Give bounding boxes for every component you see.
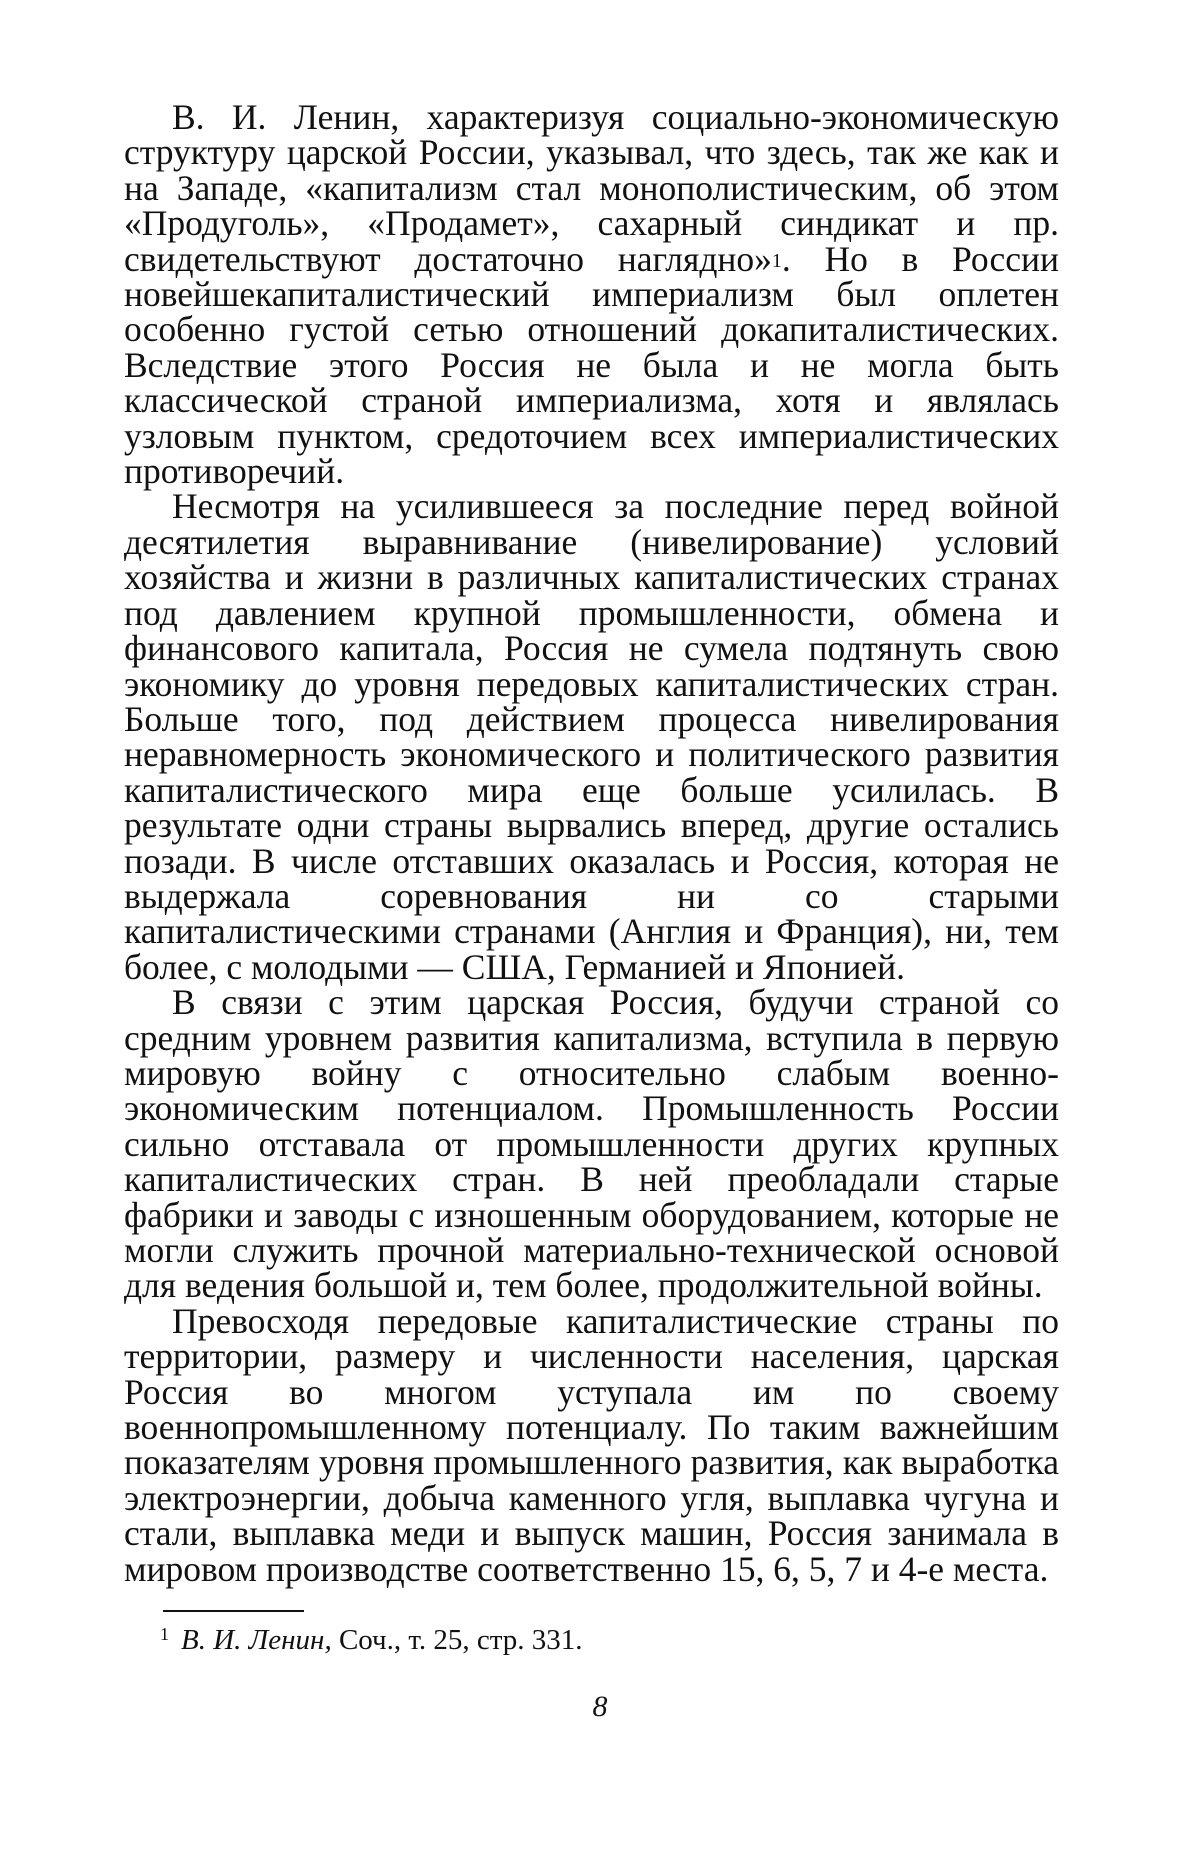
main-text xyxy=(124,97,1059,1589)
paragraph-3: В связи с этим царская Россия, будучи страной со средним уровнем развития капитализма, вступила в первую мировую войну с относительно слабым военно-экономическим потенциалом. Промышленность России сильно отставала от промышленности других крупных капиталистических стран. В ней преобладали старые фабрики и заводы с изношенным оборудованием, которые не могли служить прочной материально-технической основой для ведения большой и, тем более, продолжительной войны. xyxy=(124,982,1059,1306)
page-number: 8 xyxy=(592,1690,608,1723)
footnote-reference-mark: 1 xyxy=(771,249,782,272)
paragraph-1-text-a: В. И. Ленин, характеризуя социально-экономическую структуру царской России, указывал, что здесь, так же как и на Западе, «капитализм стал монополистическим, об этом «Продуголь», «Продамет», сахарный синдикат и пр. свидетельствуют достаточно наглядно» xyxy=(124,97,1059,279)
paragraph-1-text-b: . Но в России новейшекапиталистический империализм был оплетен особенно густой сетью отношений докапиталистических. Вследствие этого Россия не была и не могла быть классической страной империализма, хотя и являлась узловым пунктом, средоточием всех империалистических противоречий. xyxy=(124,238,1059,492)
footnote-reference: Соч., т. 25, стр. 331. xyxy=(338,1624,583,1656)
footnote-mark: 1 xyxy=(160,1624,169,1644)
paragraph-2: Несмотря на усилившееся за последние перед войной десятилетия выравнивание (нивелирование) условий хозяйства и жизни в различных капиталистических странах под давлением крупной промышленности, обмена и финансового капитала, Россия не сумела подтянуть свою экономику до уровня передовых капиталистических стран. Больше того, под действием процесса нивелирования неравномерность экономического и политического развития капиталистического мира еще больше усилилась. В результате одни страны вырвались вперед, другие остались позади. В числе отставших оказалась и Россия, которая не выдержала соревнования ни со старыми капиталистическими странами (Англия и Франция), ни, тем более, с молодыми — США, Германией и Японией. xyxy=(124,486,1059,987)
paragraph-4: Превосходя передовые капиталистические страны по территории, размеру и численности населения, царская Россия во многом уступала им по своему военнопромышленному потенциалу. По таким важнейшим показателям уровня промышленного развития, как выработка электроэнергии, добыча каменного угля, выплавка чугуна и стали, выплавка меди и выпуск машин, Россия занимала в мировом производстве соответственно 15, 6, 5, 7 и 4-е места. xyxy=(124,1300,1059,1589)
footnote-author: В. И. Ленин, xyxy=(181,1624,332,1656)
footnote xyxy=(160,1624,583,1657)
footnote-divider xyxy=(163,1610,304,1612)
paragraph-1 xyxy=(124,97,1059,492)
